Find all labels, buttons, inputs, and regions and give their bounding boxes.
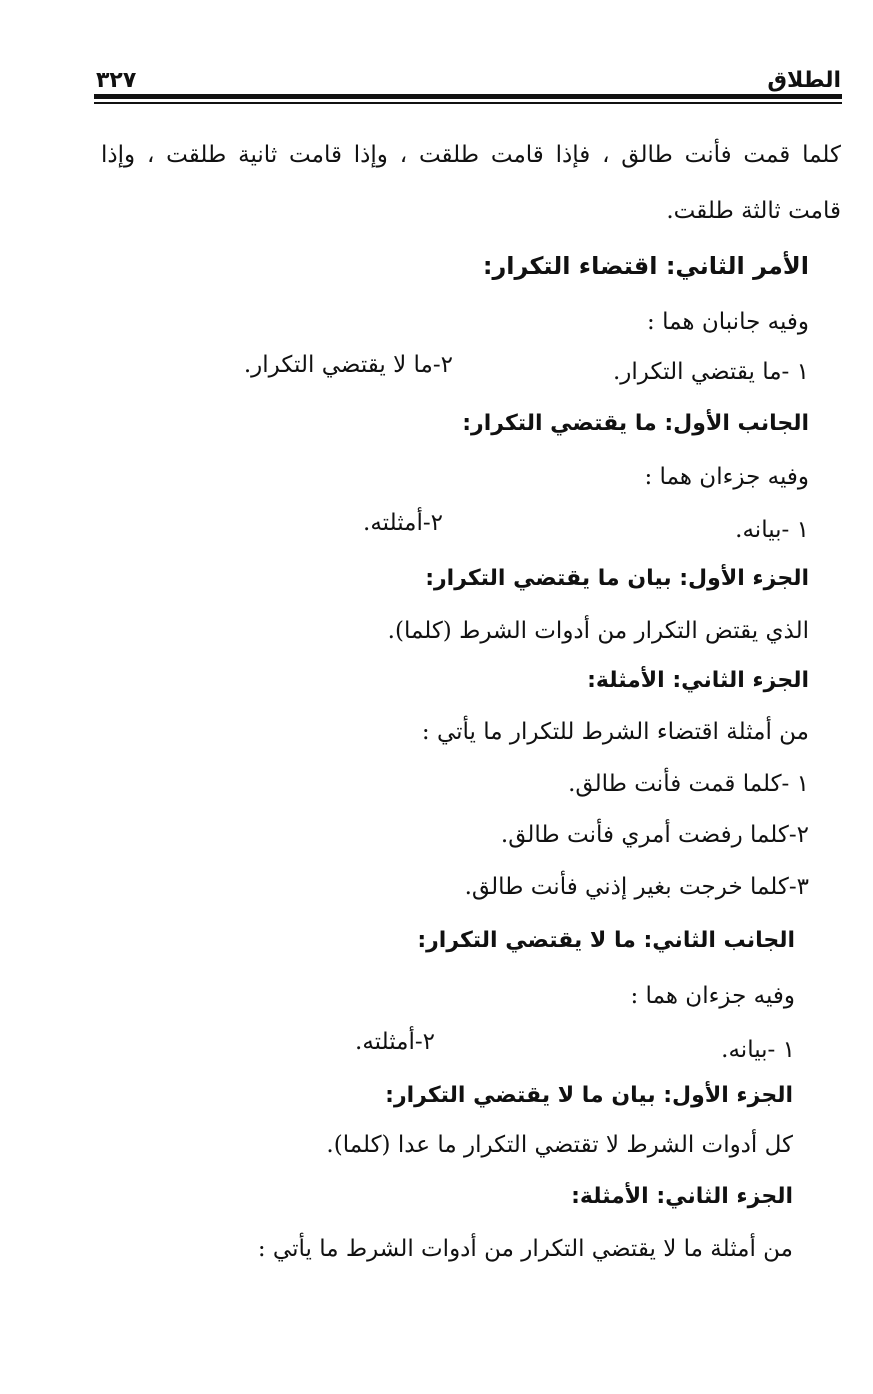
section-heading: الجزء الأول: بيان ما يقتضي التكرار: [425,566,809,591]
list-item: ١ -كلما قمت فأنت طالق. [568,771,809,797]
list-item: ١ -بيانه. [721,1037,795,1063]
page-number: ٣٢٧ [96,68,137,93]
section-heading: الجزء الثاني: الأمثلة: [571,1184,793,1209]
section-heading: الجانب الثاني: ما لا يقتضي التكرار: [417,928,795,953]
paragraph-line: كلما قمت فأنت طالق ، فإذا قامت طلقت ، وإذا قامت ثانية طلقت ، وإذا [101,142,841,168]
list-item: ٢-كلما رفضت أمري فأنت طالق. [500,822,809,848]
paragraph-line: وفيه جانبان هما : [647,309,809,335]
running-header-title: الطلاق [767,68,841,93]
list-item: ٣-كلما خرجت بغير إذني فأنت طالق. [464,874,809,900]
list-item: ٢-أمثلته. [355,1029,435,1055]
section-heading: الأمر الثاني: اقتضاء التكرار: [482,252,809,280]
header-rule-thick [94,94,842,99]
header-rule-thin [94,102,842,104]
paragraph-line: من أمثلة اقتضاء الشرط للتكرار ما يأتي : [421,719,809,745]
paragraph-line: كل أدوات الشرط لا تقتضي التكرار ما عدا (كلما). [326,1132,793,1158]
paragraph-line: الذي يقتض التكرار من أدوات الشرط (كلما). [387,618,809,644]
paragraph-line: وفيه جزءان هما : [644,464,809,490]
paragraph-line: من أمثلة ما لا يقتضي التكرار من أدوات الشرط ما يأتي : [257,1236,793,1262]
list-item: ١ -بيانه. [735,517,809,543]
list-item: ٢-أمثلته. [363,510,443,536]
list-item: ١ -ما يقتضي التكرار. [612,359,809,385]
list-item: ٢-ما لا يقتضي التكرار. [243,352,453,378]
section-heading: الجزء الأول: بيان ما لا يقتضي التكرار: [385,1083,793,1108]
section-heading: الجزء الثاني: الأمثلة: [587,668,809,693]
section-heading: الجانب الأول: ما يقتضي التكرار: [462,411,809,436]
paragraph-line: وفيه جزءان هما : [630,983,795,1009]
paragraph-line: قامت ثالثة طلقت. [666,198,841,224]
